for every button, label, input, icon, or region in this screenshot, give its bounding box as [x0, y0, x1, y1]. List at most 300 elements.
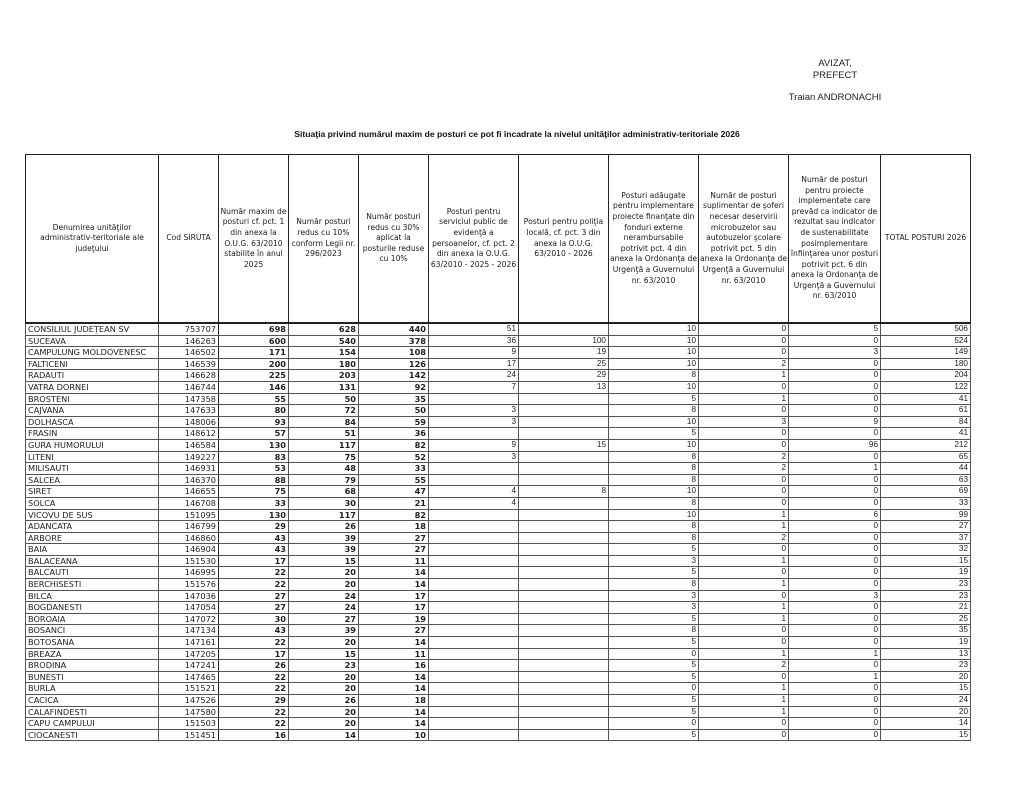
cell-reduced-10: 48 [289, 463, 359, 475]
cell-evidence: 24 [429, 370, 519, 382]
table-row [26, 497, 971, 509]
cell-uat-name: BREAZA [26, 648, 159, 660]
cell-total: 35 [881, 625, 971, 637]
cell-indicators: 0 [789, 486, 881, 498]
approval-role: PREFECT [812, 70, 858, 81]
cell-eu-projects: 10 [609, 486, 699, 498]
cell-total: 15 [881, 729, 971, 741]
cell-evidence: 4 [429, 497, 519, 509]
cell-siruta: 151095 [159, 509, 219, 521]
cell-eu-projects: 3 [609, 555, 699, 567]
cell-police [519, 660, 609, 672]
cell-total: 15 [881, 683, 971, 695]
cell-police [519, 393, 609, 405]
cell-uat-name: FRASIN [26, 428, 159, 440]
cell-max-2025: 22 [219, 706, 289, 718]
cell-reduced-10: 20 [289, 706, 359, 718]
cell-reduced-30: 19 [359, 613, 429, 625]
cell-evidence [429, 718, 519, 730]
cell-max-2025: 75 [219, 486, 289, 498]
cell-siruta: 146263 [159, 335, 219, 347]
cell-reduced-10: 117 [289, 439, 359, 451]
cell-reduced-30: 142 [359, 370, 429, 382]
cell-drivers: 0 [699, 486, 789, 498]
cell-eu-projects: 0 [609, 683, 699, 695]
table-row [26, 660, 971, 672]
cell-reduced-30: 14 [359, 706, 429, 718]
cell-reduced-30: 82 [359, 439, 429, 451]
cell-reduced-30: 14 [359, 579, 429, 591]
cell-drivers: 0 [699, 439, 789, 451]
cell-uat-name: BROSTENI [26, 393, 159, 405]
cell-siruta: 151503 [159, 718, 219, 730]
table-row [26, 381, 971, 393]
cell-total: 37 [881, 532, 971, 544]
cell-reduced-30: 11 [359, 555, 429, 567]
cell-police [519, 613, 609, 625]
table-row [26, 405, 971, 417]
cell-total: 63 [881, 474, 971, 486]
cell-total: 23 [881, 579, 971, 591]
cell-indicators: 0 [789, 428, 881, 440]
cell-indicators: 0 [789, 381, 881, 393]
cell-siruta: 151521 [159, 683, 219, 695]
cell-reduced-10: 20 [289, 637, 359, 649]
cell-indicators: 0 [789, 532, 881, 544]
cell-reduced-30: 33 [359, 463, 429, 475]
cell-indicators: 0 [789, 613, 881, 625]
cell-drivers: 0 [699, 405, 789, 417]
table-row [26, 555, 971, 567]
cell-reduced-30: 92 [359, 381, 429, 393]
cell-reduced-10: 540 [289, 335, 359, 347]
cell-drivers: 2 [699, 358, 789, 370]
cell-police [519, 544, 609, 556]
cell-total: 44 [881, 463, 971, 475]
cell-eu-projects: 8 [609, 405, 699, 417]
cell-police [519, 323, 609, 335]
cell-total: 65 [881, 451, 971, 463]
cell-max-2025: 53 [219, 463, 289, 475]
cell-uat-name: BRODINA [26, 660, 159, 672]
cell-drivers: 0 [699, 497, 789, 509]
cell-police [519, 521, 609, 533]
cell-evidence [429, 521, 519, 533]
cell-uat-name: CIOCANESTI [26, 729, 159, 741]
cell-uat-name: SIRET [26, 486, 159, 498]
cell-reduced-30: 378 [359, 335, 429, 347]
cell-max-2025: 93 [219, 416, 289, 428]
cell-max-2025: 130 [219, 509, 289, 521]
cell-evidence [429, 613, 519, 625]
cell-reduced-30: 55 [359, 474, 429, 486]
cell-drivers: 0 [699, 637, 789, 649]
cell-max-2025: 29 [219, 695, 289, 707]
cell-indicators: 5 [789, 323, 881, 335]
cell-total: 84 [881, 416, 971, 428]
table-row [26, 729, 971, 741]
cell-indicators: 0 [789, 393, 881, 405]
cell-reduced-10: 20 [289, 579, 359, 591]
cell-uat-name: BALACEANA [26, 555, 159, 567]
cell-total: 20 [881, 671, 971, 683]
cell-eu-projects: 5 [609, 567, 699, 579]
table-body [26, 323, 971, 741]
cell-police [519, 590, 609, 602]
table-row [26, 567, 971, 579]
cell-uat-name: BALCAUTI [26, 567, 159, 579]
cell-eu-projects: 8 [609, 625, 699, 637]
table-row [26, 671, 971, 683]
cell-drivers: 2 [699, 660, 789, 672]
cell-evidence [429, 474, 519, 486]
cell-max-2025: 80 [219, 405, 289, 417]
cell-eu-projects: 3 [609, 602, 699, 614]
cell-uat-name: SUCEAVA [26, 335, 159, 347]
cell-siruta: 148612 [159, 428, 219, 440]
cell-evidence [429, 393, 519, 405]
cell-siruta: 151451 [159, 729, 219, 741]
cell-eu-projects: 10 [609, 347, 699, 359]
cell-uat-name: CALAFINDESTI [26, 706, 159, 718]
cell-siruta: 146708 [159, 497, 219, 509]
cell-police [519, 474, 609, 486]
cell-reduced-10: 20 [289, 718, 359, 730]
cell-reduced-10: 51 [289, 428, 359, 440]
cell-eu-projects: 5 [609, 613, 699, 625]
cell-uat-name: CAPU CAMPULUI [26, 718, 159, 730]
cell-eu-projects: 8 [609, 521, 699, 533]
cell-siruta: 147161 [159, 637, 219, 649]
cell-evidence [429, 648, 519, 660]
cell-eu-projects: 10 [609, 381, 699, 393]
header-evidence-service: Posturi pentru serviciul public de evidenţă a persoanelor, cf. pct. 2 din anexa la O.U.G. 63/2010 - 2025 - 2026 [429, 155, 519, 324]
cell-total: 23 [881, 660, 971, 672]
cell-reduced-30: 11 [359, 648, 429, 660]
cell-uat-name: SOLCA [26, 497, 159, 509]
cell-indicators: 6 [789, 509, 881, 521]
cell-evidence: 3 [429, 416, 519, 428]
cell-max-2025: 27 [219, 590, 289, 602]
cell-uat-name: CAMPULUNG MOLDOVENESC [26, 347, 159, 359]
cell-max-2025: 698 [219, 323, 289, 335]
cell-max-2025: 22 [219, 579, 289, 591]
cell-siruta: 151576 [159, 579, 219, 591]
cell-reduced-30: 82 [359, 509, 429, 521]
cell-reduced-10: 20 [289, 671, 359, 683]
cell-total: 122 [881, 381, 971, 393]
cell-uat-name: BUNESTI [26, 671, 159, 683]
table-row [26, 393, 971, 405]
cell-indicators: 9 [789, 416, 881, 428]
cell-siruta: 147633 [159, 405, 219, 417]
table-row [26, 544, 971, 556]
cell-max-2025: 27 [219, 602, 289, 614]
cell-indicators: 1 [789, 648, 881, 660]
cell-eu-projects: 5 [609, 706, 699, 718]
cell-total: 69 [881, 486, 971, 498]
cell-reduced-30: 27 [359, 532, 429, 544]
cell-drivers: 0 [699, 544, 789, 556]
table-row [26, 625, 971, 637]
cell-max-2025: 57 [219, 428, 289, 440]
table-row [26, 532, 971, 544]
cell-total: 212 [881, 439, 971, 451]
cell-drivers: 1 [699, 602, 789, 614]
cell-drivers: 3 [699, 416, 789, 428]
cell-siruta: 151530 [159, 555, 219, 567]
cell-evidence [429, 590, 519, 602]
cell-reduced-30: 50 [359, 405, 429, 417]
header-total-2026: TOTAL POSTURI 2026 [881, 155, 971, 324]
cell-reduced-30: 14 [359, 567, 429, 579]
cell-uat-name: BOSANCI [26, 625, 159, 637]
cell-total: 13 [881, 648, 971, 660]
cell-max-2025: 88 [219, 474, 289, 486]
cell-evidence [429, 567, 519, 579]
cell-total: 32 [881, 544, 971, 556]
cell-drivers: 0 [699, 671, 789, 683]
cell-uat-name: CONSILIUL JUDEȚEAN SV [26, 323, 159, 335]
cell-police [519, 729, 609, 741]
table-row [26, 602, 971, 614]
cell-indicators: 0 [789, 555, 881, 567]
cell-eu-projects: 8 [609, 579, 699, 591]
cell-uat-name: VICOVU DE SUS [26, 509, 159, 521]
cell-total: 506 [881, 323, 971, 335]
table-row [26, 335, 971, 347]
header-eu-projects: Posturi adăugate pentru implementare proiecte finanţate din fonduri externe nerambursabile potrivit pct. 4 din anexa la Ordonanţa de Urgenţă a Guvernului nr. 63/2010 [609, 155, 699, 324]
positions-table [25, 154, 971, 741]
cell-police [519, 695, 609, 707]
cell-reduced-10: 24 [289, 590, 359, 602]
cell-siruta: 147072 [159, 613, 219, 625]
cell-reduced-10: 24 [289, 602, 359, 614]
cell-drivers: 1 [699, 393, 789, 405]
cell-police [519, 451, 609, 463]
cell-siruta: 147054 [159, 602, 219, 614]
cell-reduced-10: 20 [289, 567, 359, 579]
cell-max-2025: 30 [219, 613, 289, 625]
cell-total: 61 [881, 405, 971, 417]
cell-total: 524 [881, 335, 971, 347]
cell-indicators: 0 [789, 474, 881, 486]
cell-indicators: 0 [789, 625, 881, 637]
cell-drivers: 1 [699, 706, 789, 718]
cell-reduced-30: 17 [359, 590, 429, 602]
table-row [26, 358, 971, 370]
cell-police [519, 683, 609, 695]
cell-indicators: 1 [789, 671, 881, 683]
cell-indicators: 0 [789, 358, 881, 370]
cell-evidence [429, 463, 519, 475]
cell-siruta: 146584 [159, 439, 219, 451]
cell-eu-projects: 10 [609, 416, 699, 428]
document-title: Situaţia privind numărul maxim de posturi ce pot fi încadrate la nivelul unităţilor administrativ-teritoriale 2026 [294, 129, 740, 139]
cell-reduced-10: 26 [289, 695, 359, 707]
cell-police [519, 509, 609, 521]
cell-max-2025: 43 [219, 532, 289, 544]
cell-max-2025: 171 [219, 347, 289, 359]
table-row [26, 439, 971, 451]
cell-police: 8 [519, 486, 609, 498]
cell-drivers: 0 [699, 729, 789, 741]
cell-siruta: 146931 [159, 463, 219, 475]
table-row [26, 613, 971, 625]
cell-evidence [429, 602, 519, 614]
cell-drivers: 1 [699, 521, 789, 533]
cell-indicators: 0 [789, 718, 881, 730]
cell-eu-projects: 10 [609, 439, 699, 451]
cell-eu-projects: 8 [609, 497, 699, 509]
cell-uat-name: BURLA [26, 683, 159, 695]
cell-uat-name: BOGDANESTI [26, 602, 159, 614]
cell-evidence: 4 [429, 486, 519, 498]
cell-reduced-30: 14 [359, 637, 429, 649]
cell-reduced-10: 15 [289, 648, 359, 660]
cell-police: 29 [519, 370, 609, 382]
cell-eu-projects: 3 [609, 590, 699, 602]
cell-police [519, 625, 609, 637]
cell-uat-name: ARBORE [26, 532, 159, 544]
cell-police [519, 637, 609, 649]
cell-reduced-10: 75 [289, 451, 359, 463]
cell-siruta: 146904 [159, 544, 219, 556]
table-row [26, 416, 971, 428]
cell-evidence: 9 [429, 347, 519, 359]
cell-total: 33 [881, 497, 971, 509]
cell-max-2025: 55 [219, 393, 289, 405]
cell-max-2025: 26 [219, 660, 289, 672]
cell-reduced-30: 14 [359, 718, 429, 730]
cell-evidence: 36 [429, 335, 519, 347]
cell-max-2025: 22 [219, 718, 289, 730]
cell-eu-projects: 8 [609, 532, 699, 544]
cell-siruta: 146502 [159, 347, 219, 359]
table-row [26, 486, 971, 498]
cell-eu-projects: 10 [609, 509, 699, 521]
cell-police [519, 555, 609, 567]
cell-uat-name: SALCEA [26, 474, 159, 486]
cell-max-2025: 200 [219, 358, 289, 370]
cell-reduced-10: 68 [289, 486, 359, 498]
cell-uat-name: CAJVANA [26, 405, 159, 417]
cell-max-2025: 22 [219, 637, 289, 649]
cell-indicators: 3 [789, 590, 881, 602]
table-row [26, 521, 971, 533]
cell-police: 13 [519, 381, 609, 393]
cell-drivers: 0 [699, 323, 789, 335]
cell-evidence [429, 729, 519, 741]
cell-evidence [429, 579, 519, 591]
cell-reduced-30: 52 [359, 451, 429, 463]
cell-reduced-10: 79 [289, 474, 359, 486]
cell-indicators: 0 [789, 683, 881, 695]
cell-siruta: 146799 [159, 521, 219, 533]
cell-max-2025: 83 [219, 451, 289, 463]
cell-police [519, 648, 609, 660]
cell-reduced-30: 10 [359, 729, 429, 741]
cell-siruta: 147241 [159, 660, 219, 672]
cell-siruta: 147036 [159, 590, 219, 602]
cell-reduced-30: 21 [359, 497, 429, 509]
cell-eu-projects: 0 [609, 718, 699, 730]
cell-police [519, 532, 609, 544]
cell-indicators: 96 [789, 439, 881, 451]
cell-drivers: 1 [699, 555, 789, 567]
cell-police: 15 [519, 439, 609, 451]
cell-evidence: 7 [429, 381, 519, 393]
cell-eu-projects: 5 [609, 671, 699, 683]
cell-total: 21 [881, 602, 971, 614]
cell-max-2025: 130 [219, 439, 289, 451]
cell-evidence [429, 660, 519, 672]
cell-reduced-30: 14 [359, 671, 429, 683]
cell-indicators: 0 [789, 579, 881, 591]
cell-indicators: 0 [789, 660, 881, 672]
cell-police: 25 [519, 358, 609, 370]
cell-reduced-30: 18 [359, 695, 429, 707]
cell-reduced-30: 27 [359, 625, 429, 637]
cell-drivers: 0 [699, 347, 789, 359]
cell-total: 20 [881, 706, 971, 718]
cell-indicators: 0 [789, 521, 881, 533]
cell-indicators: 0 [789, 567, 881, 579]
cell-indicators: 3 [789, 347, 881, 359]
cell-reduced-30: 36 [359, 428, 429, 440]
cell-siruta: 146539 [159, 358, 219, 370]
table-row [26, 428, 971, 440]
cell-drivers: 2 [699, 463, 789, 475]
cell-max-2025: 29 [219, 521, 289, 533]
cell-total: 14 [881, 718, 971, 730]
cell-uat-name: ADANCATA [26, 521, 159, 533]
cell-police: 100 [519, 335, 609, 347]
cell-eu-projects: 5 [609, 729, 699, 741]
cell-police [519, 567, 609, 579]
cell-uat-name: VATRA DORNEI [26, 381, 159, 393]
cell-reduced-10: 14 [289, 729, 359, 741]
cell-evidence [429, 671, 519, 683]
header-uat-name: Denumirea unităţilor administrativ-teritoriale ale judeţului [26, 155, 159, 324]
table-row [26, 474, 971, 486]
cell-drivers: 1 [699, 648, 789, 660]
cell-max-2025: 17 [219, 555, 289, 567]
cell-reduced-10: 39 [289, 625, 359, 637]
cell-max-2025: 146 [219, 381, 289, 393]
cell-indicators: 0 [789, 544, 881, 556]
cell-uat-name: RADAUTI [26, 370, 159, 382]
cell-siruta: 147526 [159, 695, 219, 707]
cell-eu-projects: 8 [609, 370, 699, 382]
header-siruta-code: Cod SIRUTA [159, 155, 219, 324]
cell-indicators: 0 [789, 451, 881, 463]
cell-reduced-30: 47 [359, 486, 429, 498]
cell-eu-projects: 10 [609, 335, 699, 347]
cell-evidence [429, 555, 519, 567]
cell-reduced-10: 154 [289, 347, 359, 359]
cell-drivers: 0 [699, 625, 789, 637]
cell-reduced-10: 50 [289, 393, 359, 405]
cell-total: 99 [881, 509, 971, 521]
cell-eu-projects: 5 [609, 393, 699, 405]
cell-drivers: 1 [699, 613, 789, 625]
table-row [26, 706, 971, 718]
cell-evidence: 3 [429, 451, 519, 463]
cell-max-2025: 22 [219, 683, 289, 695]
cell-reduced-30: 126 [359, 358, 429, 370]
cell-evidence [429, 625, 519, 637]
